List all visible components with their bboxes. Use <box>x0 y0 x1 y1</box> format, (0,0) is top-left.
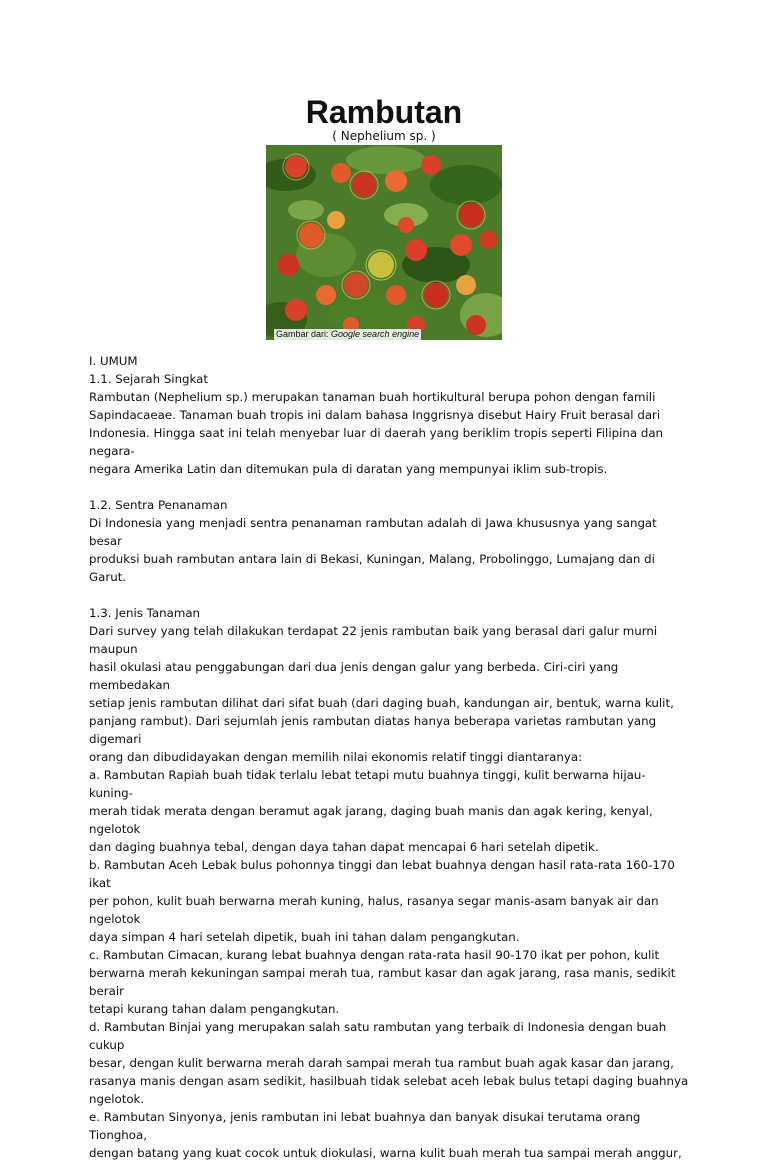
paragraph-line: setiap jenis rambutan dilihat dari sifat buah (dari daging buah, kandungan air, bentuk, warna kulit, <box>89 696 674 710</box>
scientific-name: ( Nephelium sp. ) <box>332 129 436 143</box>
paragraph-line: dan daging buahnya tebal, dengan daya tahan dapat mencapai 6 hari setelah dipetik. <box>89 840 599 854</box>
section-heading-sejarah: 1.1. Sejarah Singkat <box>89 372 209 386</box>
section-umum: I. UMUM <box>89 354 138 368</box>
section-heading-jenis: 1.3. Jenis Tanaman <box>89 606 201 620</box>
paragraph-line: e. Rambutan Sinyonya, jenis rambutan ini lebat buahnya dan banyak disukai terutama orang Tionghoa, <box>89 1110 641 1142</box>
paragraph-line: per pohon, kulit buah berwarna merah kuning, halus, rasanya segar manis-asam banyak air dan ngelotok <box>89 894 659 926</box>
paragraph-line: produksi buah rambutan antara lain di Bekasi, Kuningan, Malang, Probolinggo, Lumajang dan di Garut. <box>89 552 655 584</box>
section-heading-sentra: 1.2. Sentra Penanaman <box>89 498 228 512</box>
paragraph-line: rasanya manis dengan asam sedikit, hasilbuah tidak selebat aceh lebak bulus tetapi daging buahnya <box>89 1074 689 1088</box>
paragraph-line: merah tidak merata dengan beramut agak jarang, daging buah manis dan agak kering, kenyal, ngelotok <box>89 804 653 836</box>
paragraph-line: panjang rambut). Dari sejumlah jenis rambutan diatas hanya beberapa varietas rambutan yang digemari <box>89 714 657 746</box>
paragraph-line: tetapi kurang tahan dalam pengangkutan. <box>89 1002 340 1016</box>
article-body <box>89 352 689 1162</box>
paragraph-line: Rambutan (Nephelium sp.) merupakan tanaman buah hortikultural berupa pohon dengan famili <box>89 390 656 404</box>
paragraph-line: d. Rambutan Binjai yang merupakan salah satu rambutan yang terbaik di Indonesia dengan buah cukup <box>89 1020 667 1052</box>
paragraph-line: negara Amerika Latin dan ditemukan pula di daratan yang mempunyai iklim sub-tropis. <box>89 462 608 476</box>
paragraph-line: berwarna merah kekuningan sampai merah tua, rambut kasar dan agak jarang, rasa manis, sedikit berair <box>89 966 676 998</box>
paragraph-line: Di Indonesia yang menjadi sentra penanaman rambutan adalah di Jawa khususnya yang sangat besar <box>89 516 657 548</box>
rambutan-photo-illustration <box>266 145 502 340</box>
paragraph-line: besar, dengan kulit berwarna merah darah sampai merah tua rambut buah agak kasar dan jarang, <box>89 1056 674 1070</box>
paragraph-line: Sapindacaeae. Tanaman buah tropis ini dalam bahasa Inggrisnya disebut Hairy Fruit berasal dari <box>89 408 661 422</box>
page-title: Rambutan <box>305 94 463 130</box>
image-caption <box>274 329 421 340</box>
spacer <box>89 478 689 496</box>
paragraph-line: orang dan dibudidayakan dengan memilih nilai ekonomis relatif tinggi diantaranya: <box>89 750 583 764</box>
spacer <box>89 586 689 604</box>
paragraph-line: Indonesia. Hingga saat ini telah menyebar luar di daerah yang beriklim tropis seperti Filipina dan negara- <box>89 426 664 458</box>
caption-source: Google search engine <box>331 329 420 339</box>
paragraph-line: c. Rambutan Cimacan, kurang lebat buahnya dengan rata-rata hasil 90-170 ikat per pohon, kulit <box>89 948 660 962</box>
paragraph-line: a. Rambutan Rapiah buah tidak terlalu lebat tetapi mutu buahnya tinggi, kulit berwarna hijau-kuning- <box>89 768 646 800</box>
paragraph-line: b. Rambutan Aceh Lebak bulus pohonnya tinggi dan lebat buahnya dengan hasil rata-rata 160-170 ikat <box>89 858 675 890</box>
paragraph-line: dengan batang yang kuat cocok untuk diokulasi, warna kulit buah merah tua sampai merah anggur, <box>89 1146 682 1160</box>
rambutan-fruit-photo <box>266 145 502 340</box>
caption-prefix: Gambar dari: <box>276 329 332 339</box>
paragraph-line: Dari survey yang telah dilakukan terdapat 22 jenis rambutan baik yang berasal dari galur murni maupun <box>89 624 658 656</box>
paragraph-line: ngelotok. <box>89 1092 145 1106</box>
paragraph-line: hasil okulasi atau penggabungan dari dua jenis dengan galur yang berbeda. Ciri-ciri yang membedakan <box>89 660 619 692</box>
paragraph-line: daya simpan 4 hari setelah dipetik, buah ini tahan dalam pengangkutan. <box>89 930 520 944</box>
